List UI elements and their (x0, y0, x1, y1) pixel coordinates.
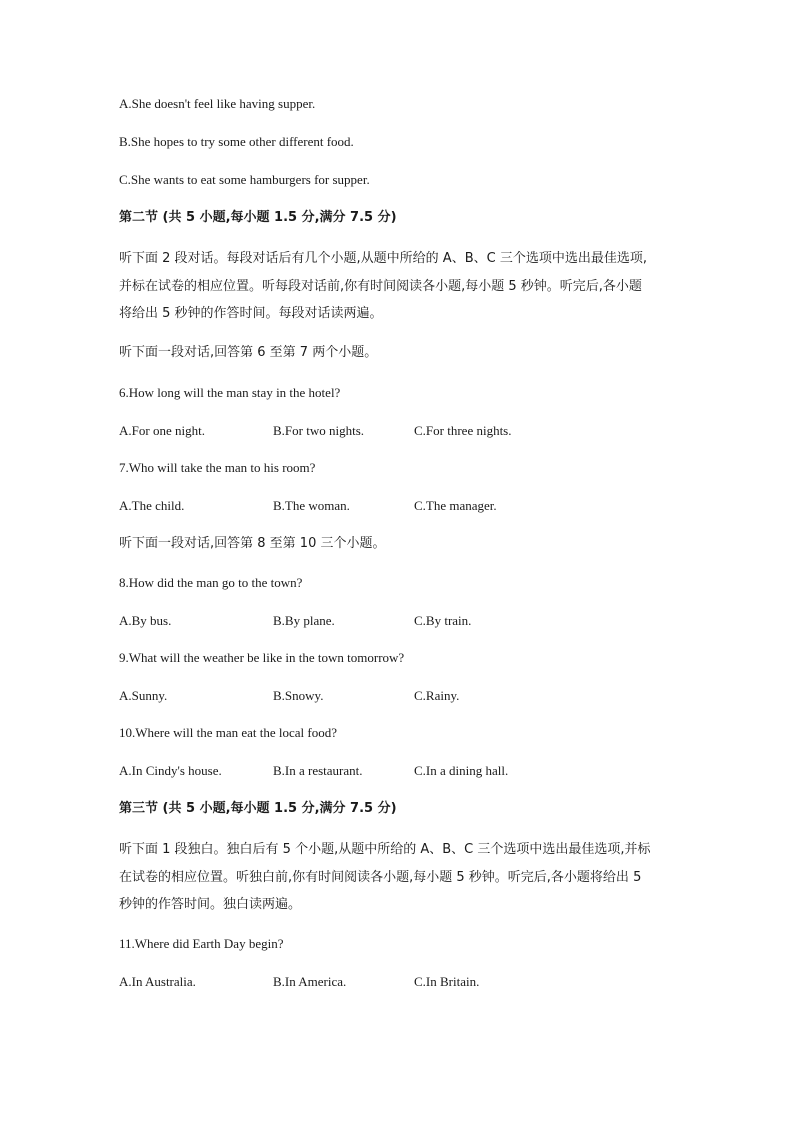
q11-stem: 11.Where did Earth Day begin? (119, 936, 284, 951)
section3-heading: 第三节 (共 5 小题,每小题 1.5 分,满分 7.5 分) (119, 801, 397, 816)
q8-option-b: B.By plane. (273, 613, 335, 628)
section3-instructions-line: 在试卷的相应位置。听独白前,你有时间阅读各小题,每小题 5 秒钟。听完后,各小题将给出 5 (119, 869, 642, 885)
q9-option-a: A.Sunny. (119, 688, 168, 703)
q9-stem: 9.What will the weather be like in the town tomorrow? (119, 650, 405, 665)
q10-stem: 10.Where will the man eat the local food? (119, 725, 338, 740)
q6-option-a: A.For one night. (119, 423, 205, 438)
q8-option-c: C.By train. (414, 613, 472, 628)
q5-option-a: A.She doesn't feel like having supper. (119, 96, 316, 111)
q11-option-a: A.In Australia. (119, 974, 196, 989)
q5-option-c: C.She wants to eat some hamburgers for supper. (119, 172, 370, 187)
q5-option-b: B.She hopes to try some other different food. (119, 134, 354, 149)
dialog2-intro: 听下面一段对话,回答第 8 至第 10 三个小题。 (119, 536, 386, 551)
q6-option-b: B.For two nights. (273, 423, 365, 438)
section3-instructions-line: 听下面 1 段独白。独白后有 5 个小题,从题中所给的 A、B、C 三个选项中选出最佳选项,并标 (119, 842, 651, 857)
q9-option-c: C.Rainy. (414, 688, 460, 703)
section2-instructions-line: 听下面 2 段对话。每段对话后有几个小题,从题中所给的 A、B、C 三个选项中选出最佳选项, (119, 251, 647, 266)
q8-stem: 8.How did the man go to the town? (119, 575, 303, 590)
section3-instructions-line: 秒钟的作答时间。独白读两遍。 (119, 897, 302, 912)
q9-option-b: B.Snowy. (273, 688, 324, 703)
section2-instructions (119, 245, 679, 328)
q7-stem: 7.Who will take the man to his room? (119, 460, 316, 475)
q10-option-a: A.In Cindy's house. (119, 763, 222, 778)
q7-option-b: B.The woman. (273, 498, 350, 513)
dialog1-intro: 听下面一段对话,回答第 6 至第 7 两个小题。 (119, 345, 378, 360)
q6-option-c: C.For three nights. (414, 423, 512, 438)
q11-option-c: C.In Britain. (414, 974, 480, 989)
q7-option-c: C.The manager. (414, 498, 497, 513)
q8-option-a: A.By bus. (119, 613, 172, 628)
q7-option-a: A.The child. (119, 498, 185, 513)
section3-instructions (119, 836, 679, 919)
q6-stem: 6.How long will the man stay in the hotel? (119, 385, 341, 400)
section2-instructions-line: 将给出 5 秒钟的作答时间。每段对话读两遍。 (119, 306, 383, 321)
q10-option-c: C.In a dining hall. (414, 763, 509, 778)
section2-instructions-line: 并标在试卷的相应位置。听每段对话前,你有时间阅读各小题,每小题 5 秒钟。听完后,各小题 (119, 278, 642, 294)
q10-option-b: B.In a restaurant. (273, 763, 363, 778)
section2-heading: 第二节 (共 5 小题,每小题 1.5 分,满分 7.5 分) (119, 210, 397, 225)
q11-option-b: B.In America. (273, 974, 347, 989)
